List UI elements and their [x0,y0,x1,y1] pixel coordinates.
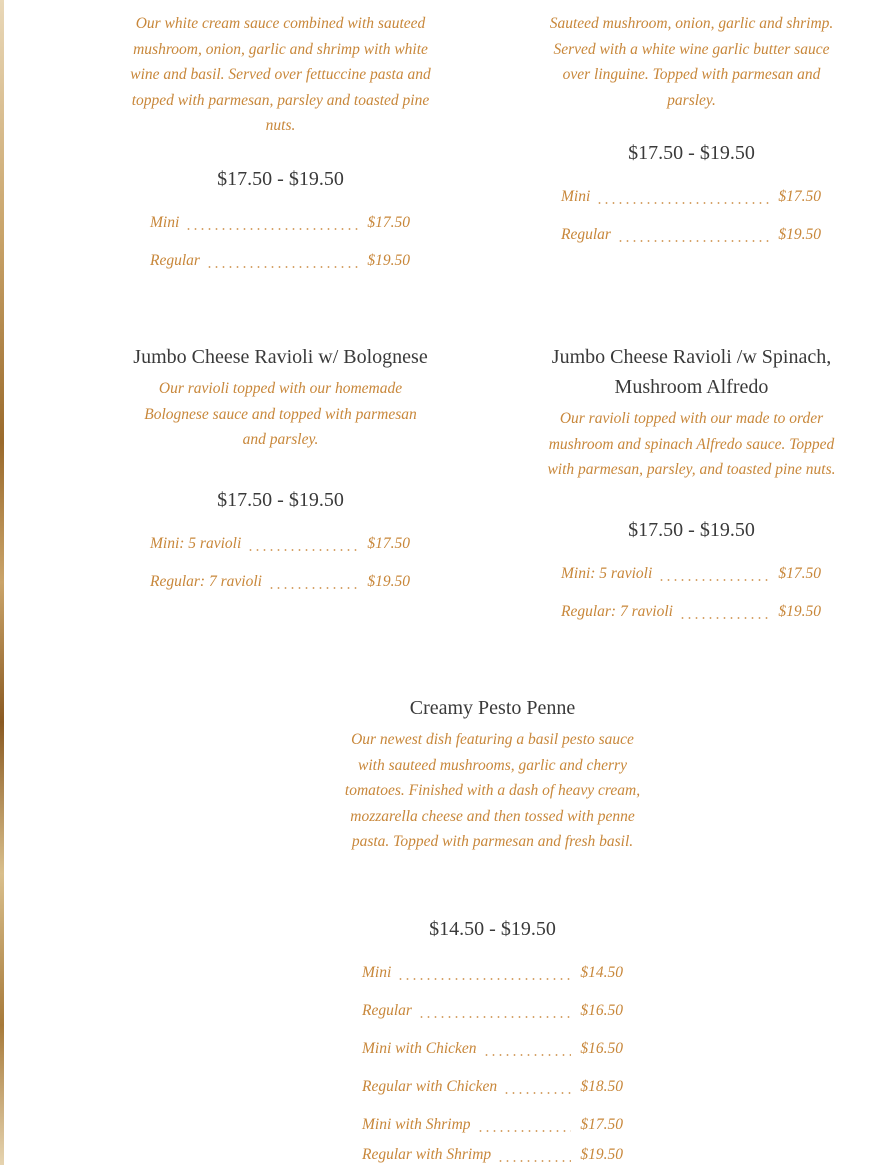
item-title: Creamy Pesto Penne [409,697,576,719]
price-option [362,963,623,983]
dot-leader [497,1160,571,1162]
option-label: Regular [561,226,611,243]
menu-item [340,693,645,855]
price-option [362,1039,623,1059]
option-price: $16.50 [580,1040,623,1057]
price-option [362,1001,623,1021]
option-label: Mini: 5 ravioli [150,535,242,552]
dot-leader [596,202,769,204]
price-option [150,572,410,592]
dot-leader [477,1130,572,1132]
option-label: Mini [561,188,591,205]
item-title: Jumbo Cheese Ravioli w/ Bolognese [133,346,428,368]
option-label: Regular [150,252,200,269]
page-edge-decoration [0,0,4,1165]
option-label: Mini with Chicken [362,1040,477,1057]
dot-leader [617,240,769,242]
item-description: Our newest dish featuring a basil pesto sauce with sauteed mushrooms, garlic and cherry tomatoes. Finished with a dash of heavy cream, mozzarella cheese and then tossed with penne pasta. Topped with parmesan and fresh basil. [344,731,641,851]
dot-leader [418,1016,571,1018]
price-option [362,1145,623,1165]
option-price: $17.50 [580,1116,623,1133]
item-description: Our ravioli topped with our homemade Bolognese sauce and topped with parmesan and parsley. [144,380,417,449]
option-label: Mini [362,964,392,981]
option-price: $17.50 [778,188,821,205]
price-option [150,534,410,554]
option-price: $19.50 [778,603,821,620]
option-label: Mini with Shrimp [362,1116,471,1133]
price-option [561,564,821,584]
option-price: $14.50 [580,964,623,981]
dot-leader [503,1092,571,1094]
item-price-range: $17.50 - $19.50 [217,489,344,511]
option-price: $17.50 [367,535,410,552]
option-price: $18.50 [580,1078,623,1095]
option-price: $19.50 [778,226,821,243]
price-option [561,225,821,245]
menu-item [128,342,433,453]
item-description: Sauteed mushroom, onion, garlic and shrimp. Served with a white wine garlic butter sauce over linguine. Topped with parmesan and parsley. [549,15,834,109]
dot-leader [679,617,769,619]
price-option [561,187,821,207]
price-option [362,1077,623,1097]
item-price-range: $17.50 - $19.50 [217,168,344,190]
option-price: $19.50 [367,573,410,590]
price-option [362,1115,623,1135]
option-price: $17.50 [367,214,410,231]
option-label: Regular [362,1002,412,1019]
item-description: Our ravioli topped with our made to order mushroom and spinach Alfredo sauce. Topped with parmesan, parsley, and toasted pine nuts. [547,410,836,479]
dot-leader [247,549,358,551]
option-price: $16.50 [580,1002,623,1019]
menu-item [539,11,844,113]
item-price-range: $14.50 - $19.50 [429,918,556,940]
price-option [150,213,410,233]
option-price: $19.50 [367,252,410,269]
dot-leader [658,579,769,581]
menu-item [539,342,844,483]
option-label: Regular with Chicken [362,1078,498,1095]
price-option [561,602,821,622]
item-title: Jumbo Cheese Ravioli /w Spinach, Mushroom Alfredo [551,346,832,398]
item-price-range: $17.50 - $19.50 [628,519,755,541]
item-price-range: $17.50 - $19.50 [628,142,755,164]
item-description: Our white cream sauce combined with sauteed mushroom, onion, garlic and shrimp with white wine and basil. Served over fettuccine pasta and topped with parmesan, parsley and toasted pine nuts. [130,15,431,135]
option-label: Regular: 7 ravioli [561,603,673,620]
option-label: Mini: 5 ravioli [561,565,653,582]
option-label: Mini [150,214,180,231]
price-option [150,251,410,271]
option-price: $19.50 [580,1146,623,1163]
option-price: $17.50 [778,565,821,582]
dot-leader [185,228,358,230]
dot-leader [483,1054,572,1056]
option-label: Regular with Shrimp [362,1146,492,1163]
menu-item [128,11,433,139]
dot-leader [268,587,358,589]
dot-leader [397,978,571,980]
dot-leader [206,266,358,268]
option-label: Regular: 7 ravioli [150,573,262,590]
